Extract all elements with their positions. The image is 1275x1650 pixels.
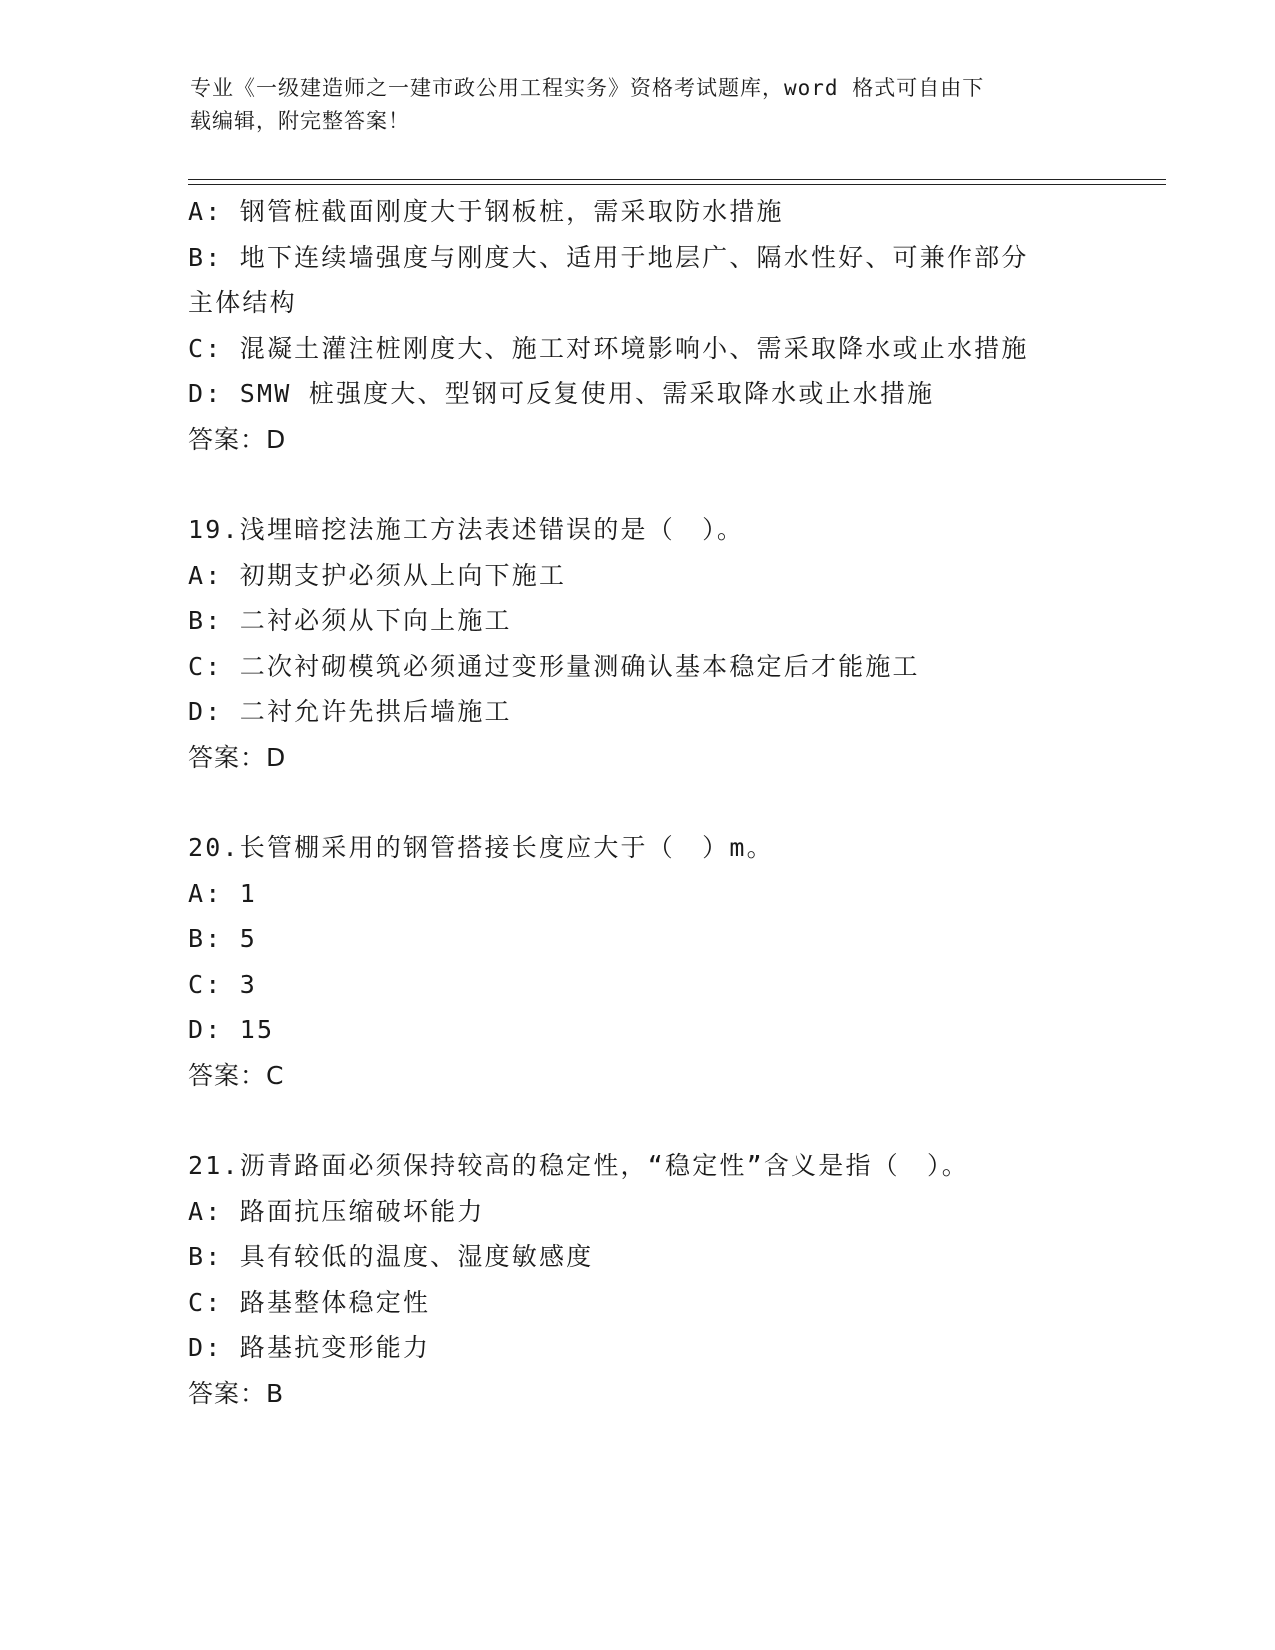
header-line-2: 载编辑，附完整答案！ — [190, 109, 410, 133]
question-18 — [188, 189, 1088, 462]
header-rule-bottom — [188, 184, 1166, 185]
option-d: D: 二衬允许先拱后墙施工 — [188, 697, 512, 726]
question-list — [188, 189, 1088, 1416]
question-19 — [188, 507, 1088, 780]
option-a: A: 路面抗压缩破坏能力 — [188, 1196, 485, 1226]
option-c: C: 混凝土灌注桩刚度大、施工对环境影响小、需采取降水或止水措施 — [188, 333, 1029, 363]
option-d: D: 15 — [188, 1015, 275, 1044]
spacer — [188, 1098, 1088, 1143]
question-20 — [188, 825, 1088, 1098]
header-line-1: 专业《一级建造师之一建市政公用工程实务》资格考试题库，word 格式可自由下 — [190, 76, 985, 100]
option-b: B: 二衬必须从下向上施工 — [188, 606, 512, 635]
option-d: D: 路基抗变形能力 — [188, 1333, 431, 1362]
option-b-line-1: B: 地下连续墙强度与刚度大、适用于地层广、隔水性好、可兼作部分 — [188, 242, 1029, 272]
question-text: 20.长管棚采用的钢管搭接长度应大于（ ）m。 — [188, 833, 774, 862]
option-b-line-2: 主体结构 — [188, 288, 297, 317]
answer: 答案：C — [188, 1060, 285, 1090]
option-c: C: 3 — [188, 969, 258, 999]
option-c: C: 二次衬砌模筑必须通过变形量测确认基本稳定后才能施工 — [188, 651, 920, 681]
spacer — [188, 780, 1088, 825]
option-a: A: 初期支护必须从上向下施工 — [188, 560, 567, 590]
document-header — [190, 72, 1070, 138]
option-d: D: SMW 桩强度大、型钢可反复使用、需采取降水或止水措施 — [188, 379, 935, 408]
spacer — [188, 462, 1088, 507]
option-a: A: 1 — [188, 878, 258, 908]
question-text: 21.沥青路面必须保持较高的稳定性，“稳定性”含义是指（ ）。 — [188, 1151, 969, 1180]
header-rule-top — [188, 179, 1166, 180]
option-b: B: 具有较低的温度、湿度敏感度 — [188, 1242, 594, 1271]
question-text: 19.浅埋暗挖法施工方法表述错误的是（ ）。 — [188, 515, 745, 544]
answer: 答案：D — [188, 742, 287, 772]
option-a: A: 钢管桩截面刚度大于钢板桩，需采取防水措施 — [188, 197, 784, 226]
answer: 答案：B — [188, 1378, 285, 1408]
option-c: C: 路基整体稳定性 — [188, 1287, 431, 1317]
question-21 — [188, 1143, 1088, 1416]
answer: 答案：D — [188, 424, 287, 454]
option-b: B: 5 — [188, 924, 258, 953]
